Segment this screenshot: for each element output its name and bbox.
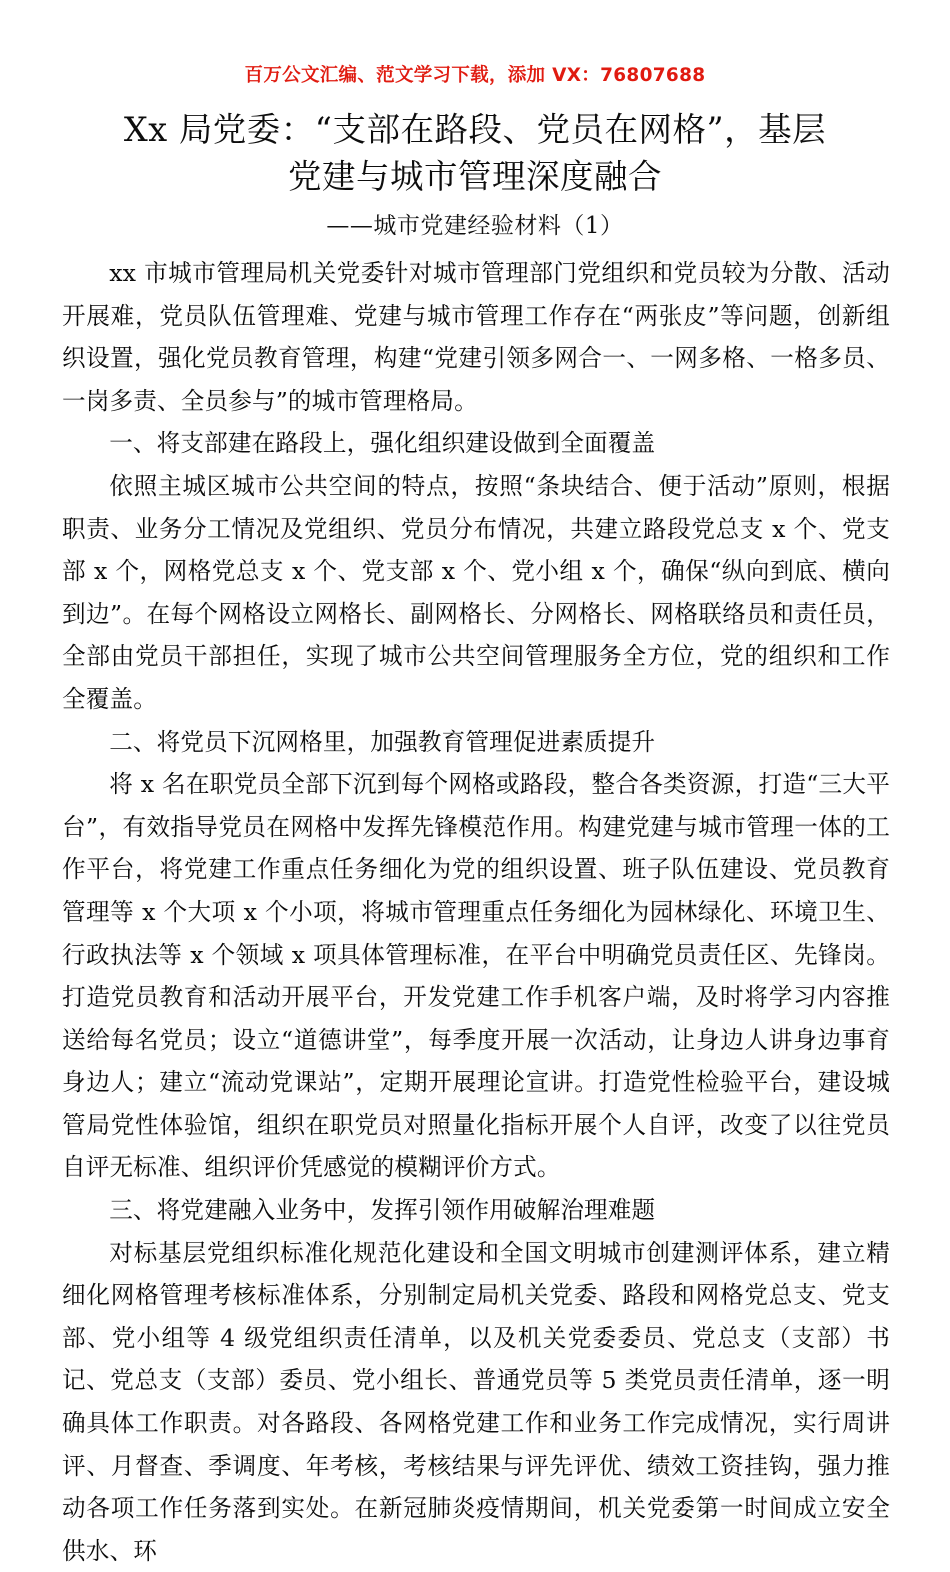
paragraph-intro: xx 市城市管理局机关党委针对城市管理部门党组织和党员较为分散、活动开展难，党员队伍管理难、党建与城市管理工作存在“两张皮”等问题，创新组织设置，强化党员教育管理，构建“党建引领多网合一、一网多格、一格多员、一岗多责、全员参与”的城市管理格局。 — [62, 259, 890, 415]
section-heading-2: 二、将党员下沉网格里，加强教育管理促进素质提升 — [109, 727, 656, 756]
section-heading-3: 三、将党建融入业务中，发挥引领作用破解治理难题 — [109, 1196, 656, 1225]
paragraph-section-3: 对标基层党组织标准化规范化建设和全国文明城市创建测评体系，建立精细化网格管理考核标准体系，分别制定局机关党委、路段和网格党总支、党支部、党小组等 4 级党组织责任清单，以及机关党委委员、党总支（支部）书记、党总支（支部）委员、党小组长、普通党员等 5 类党员责任清单，逐一明确具体工作职责。对各路段、各网格党建工作和业务工作完成情况，实行周讲评、月督查、季调度、年考核，考核结果与评先评优、绩效工资挂钩，强力推动各项工作任务落到实处。在新冠肺炎疫情期间，机关党委第一时间成立安全供水、环 — [62, 1238, 890, 1565]
page-title-line-1: Xx 局党委：“支部在路段、党员在网格”，基层 — [123, 110, 827, 149]
page-subtitle: ——城市党建经验材料（1） — [326, 213, 624, 239]
document-body — [62, 252, 890, 1572]
page-title-line-2: 党建与城市管理深度融合 — [288, 157, 662, 196]
promo-header-text: 百万公文汇编、范文学习下载，添加 VX：76807688 — [244, 65, 706, 86]
title-block — [62, 106, 888, 243]
paragraph-section-1: 依照主城区城市公共空间的特点，按照“条块结合、便于活动”原则，根据职责、业务分工情况及党组织、党员分布情况，共建立路段党总支 x 个、党支部 x 个，网格党总支 x 个、党支部 x 个、党小组 x 个，确保“纵向到底、横向到边”。在每个网格设立网格长、副网格长、分网格长、网格联络员和责任员，全部由党员干部担任，实现了城市公共空间管理服务全方位，党的组织和工作全覆盖。 — [62, 471, 890, 713]
section-heading-1: 一、将支部建在路段上，强化组织建设做到全面覆盖 — [109, 429, 656, 458]
paragraph-section-2: 将 x 名在职党员全部下沉到每个网格或路段，整合各类资源，打造“三大平台”，有效指导党员在网格中发挥先锋模范作用。构建党建与城市管理一体的工作平台，将党建工作重点任务细化为党的组织设置、班子队伍建设、党员教育管理等 x 个大项 x 个小项，将城市管理重点任务细化为园林绿化、环境卫生、行政执法等 x 个领域 x 项具体管理标准，在平台中明确党员责任区、先锋岗。打造党员教育和活动开展平台，开发党建工作手机客户端，及时将学习内容推送给每名党员；设立“道德讲堂”，每季度开展一次活动，让身边人讲身边事育身边人；建立“流动党课站”，定期开展理论宣讲。打造党性检验平台，建设城管局党性体验馆，组织在职党员对照量化指标开展个人自评，改变了以往党员自评无标准、组织评价凭感觉的模糊评价方式。 — [62, 770, 890, 1182]
